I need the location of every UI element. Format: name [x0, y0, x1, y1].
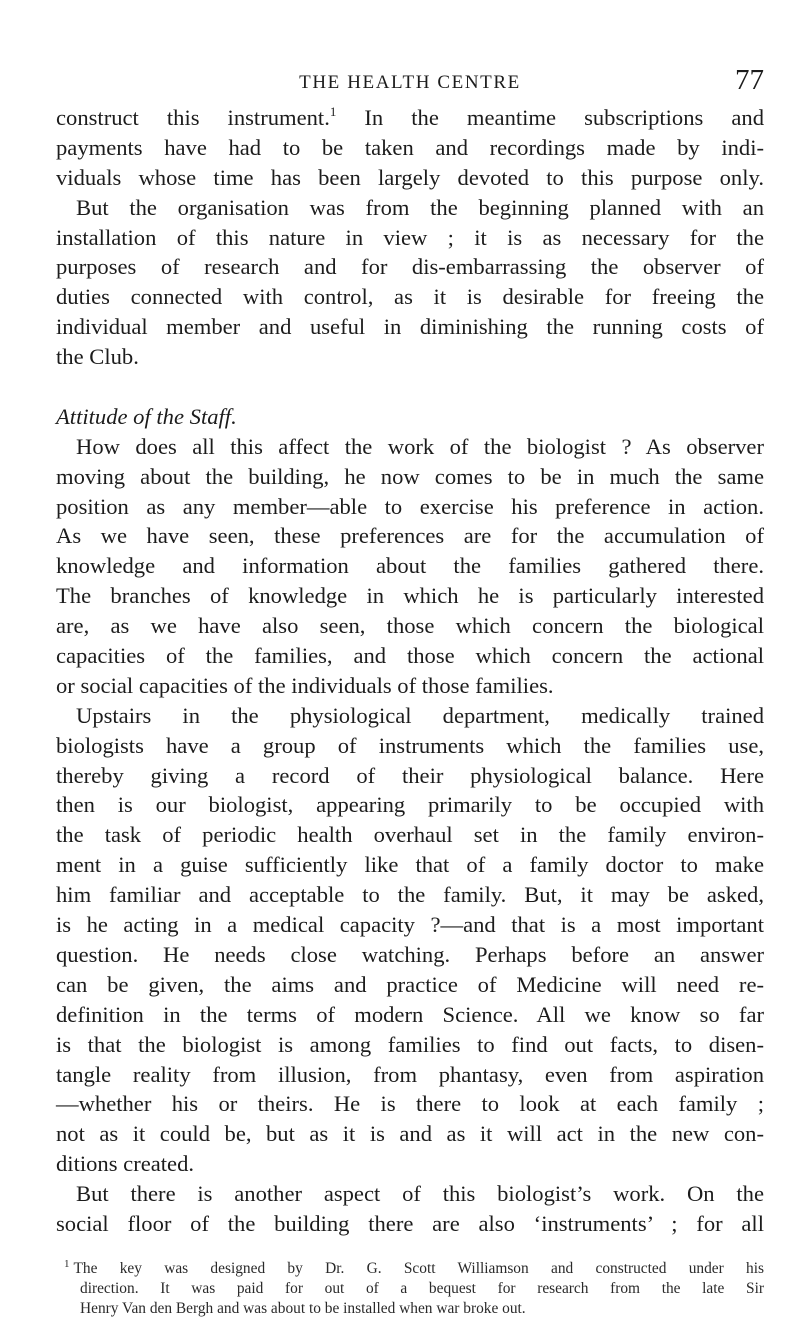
body-text	[56, 103, 764, 1239]
footnote-text: The key was designed by Dr. G. Scott Williamson and constructed under his	[73, 1260, 764, 1277]
text-line: purposes of research and for dis-embarrassing the observer of	[56, 254, 764, 280]
text-line: installation of this nature in view ; it is as necessary for the	[56, 224, 764, 250]
text-line: moving about the building, he now comes to be in much the same	[56, 463, 764, 489]
blank-line	[56, 372, 764, 402]
text-line: As we have seen, these preferences are for the accumulation of	[56, 523, 764, 549]
text-line: social floor of the building there are also ‘instruments’ ; for all	[56, 1210, 764, 1236]
text-line: or social capacities of the individuals of those families.	[56, 672, 554, 698]
text-line: How does all this affect the work of the biologist ? As observer	[76, 433, 764, 459]
text-line: position as any member—able to exercise his preference in action.	[56, 493, 764, 519]
footnote-reference: 1	[329, 104, 337, 119]
text-line: capacities of the families, and those which concern the actional	[56, 643, 764, 669]
text-line: biologists have a group of instruments which the families use,	[56, 732, 764, 758]
text-line: duties connected with control, as it is desirable for freeing the	[56, 284, 764, 310]
text-line: individual member and useful in diminishing the running costs of	[56, 314, 764, 340]
text-line: —whether his or theirs. He is there to look at each family ;	[56, 1091, 764, 1117]
text-line: question. He needs close watching. Perhaps before an answer	[56, 941, 764, 967]
text-line: is that the biologist is among families to find out facts, to disen-	[56, 1031, 764, 1057]
footnote-line	[56, 1259, 764, 1279]
text-line: But there is another aspect of this biologist’s work. On the	[76, 1181, 764, 1207]
text-line: But the organisation was from the beginning planned with an	[76, 194, 764, 220]
text-line: ment in a guise sufficiently like that of a family doctor to make	[56, 852, 764, 878]
text-line: Upstairs in the physiological department, medically trained	[76, 702, 764, 728]
footnote-mark: 1	[64, 1258, 70, 1270]
footnote-line: Henry Van den Bergh and was about to be installed when war broke out.	[80, 1299, 526, 1317]
text-fragment: construct this instrument.	[56, 105, 330, 130]
text-line: then is our biologist, appearing primarily to be occupied with	[56, 792, 764, 818]
footnote-line: direction. It was paid for out of a bequest for research from the late Sir	[80, 1279, 764, 1297]
text-line: not as it could be, but as it is and as it will act in the new con-	[56, 1121, 764, 1147]
text-line: the task of periodic health overhaul set in the family environ-	[56, 822, 764, 848]
text-line: thereby giving a record of their physiological balance. Here	[56, 762, 764, 788]
running-title: THE HEALTH CENTRE	[299, 72, 521, 93]
text-line: tangle reality from illusion, from phantasy, even from aspiration	[56, 1061, 764, 1087]
text-fragment: In the meantime subscriptions and	[336, 105, 764, 130]
text-line: knowledge and information about the families gathered there.	[56, 553, 764, 579]
text-line: The branches of knowledge in which he is particularly interested	[56, 583, 764, 609]
page-number: 77	[735, 64, 764, 96]
text-line: ditions created.	[56, 1151, 195, 1177]
text-line	[56, 103, 764, 133]
text-line: viduals whose time has been largely devoted to this purpose only.	[56, 164, 764, 190]
section-heading: Attitude of the Staff.	[56, 403, 237, 429]
text-line: him familiar and acceptable to the family. But, it may be asked,	[56, 882, 764, 908]
text-line: definition in the terms of modern Science. All we know so far	[56, 1001, 764, 1027]
text-line: can be given, the aims and practice of Medicine will need re-	[56, 971, 764, 997]
text-line: the Club.	[56, 344, 139, 370]
footnotes	[56, 1259, 764, 1318]
running-head	[56, 64, 764, 104]
text-line: is he acting in a medical capacity ?—and that is a most important	[56, 912, 764, 938]
text-line: payments have had to be taken and recordings made by indi-	[56, 134, 764, 160]
text-line: are, as we have also seen, those which concern the biological	[56, 613, 764, 639]
